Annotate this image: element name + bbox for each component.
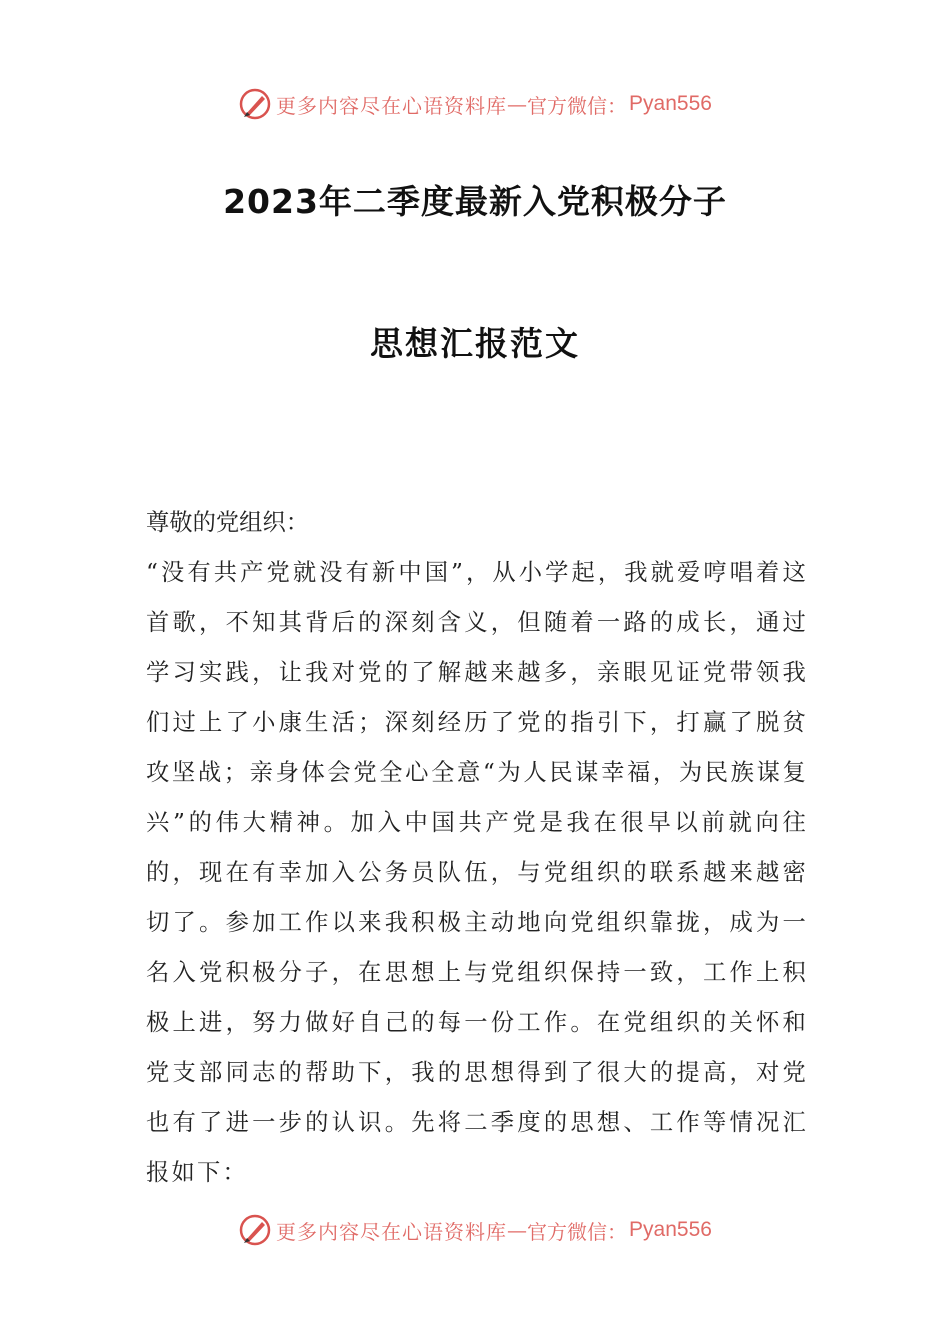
watermark-separator: — [507, 92, 528, 116]
salutation: 尊敬的党组织： [146, 509, 310, 536]
document-title-line2: 思想汇报范文 [370, 324, 580, 363]
watermark-wechat-id: Pyan556 [629, 1218, 712, 1241]
pen-logo-icon [238, 1213, 272, 1247]
watermark-wechat-label: 官方微信： [527, 93, 628, 118]
watermark-text: 更多内容尽在心语资料库 [276, 1219, 508, 1244]
watermark-footer [0, 1210, 950, 1250]
watermark-wechat-id: Pyan556 [629, 92, 712, 115]
watermark-text: 更多内容尽在心语资料库 [276, 93, 508, 118]
watermark-separator: — [507, 1218, 528, 1242]
pen-logo-icon [238, 87, 272, 121]
watermark-header [0, 84, 950, 124]
document-body [146, 498, 808, 1198]
document-title-line1: 2023年二季度最新入党积极分子 [223, 182, 727, 221]
watermark-wechat-label: 官方微信： [527, 1219, 628, 1244]
body-paragraph: “没有共产党就没有新中国”，从小学起，我就爱哼唱着这首歌，不知其背后的深刻含义，但随着一路的成长，通过学习实践，让我对党的了解越来越多，亲眼见证党带领我们过上了小康生活；深刻经历了党的指引下，打赢了脱贫攻坚战；亲身体会党全心全意“为人民谋幸福，为民族谋复兴”的伟大精神。加入中国共产党是我在很早以前就向往的，现在有幸加入公务员队伍，与党组织的联系越来越密切了。参加工作以来我积极主动地向党组织靠拢，成为一名入党积极分子，在思想上与党组织保持一致，工作上积极上进，努力做好自己的每一份工作。在党组织的关怀和党支部同志的帮助下，我的思想得到了很大的提高，对党也有了进一步的认识。先将二季度的思想、工作等情况汇报如下： [146, 559, 808, 1186]
